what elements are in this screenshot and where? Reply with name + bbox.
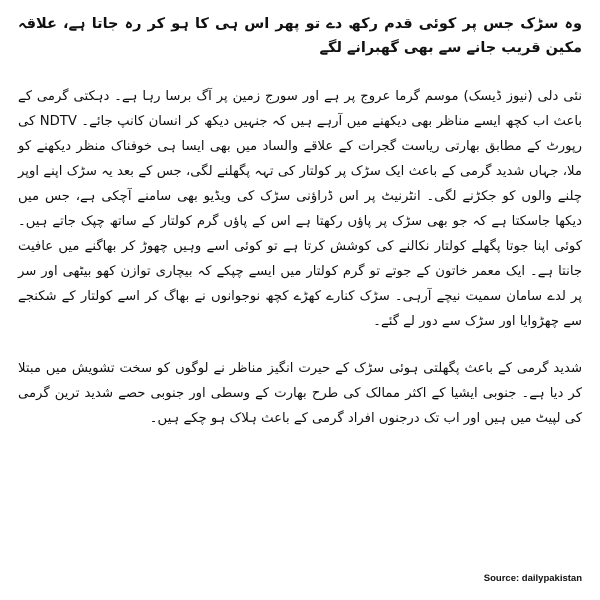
article-headline: وہ سڑک جس پر کوئی قدم رکھ دے تو پھر اس ہی کا ہو کر رہ جاتا ہے، علاقہ مکین قریب جانے سے بھی گھبرانے لگے (18, 16, 582, 56)
article (18, 12, 582, 453)
article-paragraph-1: نئی دلی (نیوز ڈیسک) موسم گرما عروج پر ہے اور سورج زمین پر آگ برسا رہا ہے۔ دہکتی گرمی کے باعث اب کچھ ایسے مناظر بھی دیکھنے میں آرہے ہیں کہ جنہیں دیکھ کر انسان کانپ جائے۔ NDTV کی رپورٹ کے مطابق بھارتی ریاست گجرات کے علاقے والساد میں بھی ایسا ہی خوفناک منظر دیکھنے کو ملا، جہاں شدید گرمی کے باعث ایک سڑک پر کولتار کی تہہ پگھلنے لگی، جس کے بعد یہ سڑک اپنے اوپر چلنے والوں کو جکڑنے لگی۔ انٹرنیٹ پر اس ڈراؤنی سڑک کی ویڈیو بھی سامنے آچکی ہے، جس میں دیکھا جاسکتا ہے کہ جو بھی سڑک پر پاؤں رکھتا ہے اس کے پاؤں گرم کولتار کے ساتھ چپک جاتے ہیں۔ کوئی اپنا جوتا پگھلے کولتار نکالنے کی کوشش کرتا ہے تو کوئی اسے وہیں چھوڑ کر بھاگنے میں عافیت جانتا ہے۔ ایک معمر خاتون کے جوتے تو گرم کولتار میں ایسے چپکے کہ بیچاری توازن کھو بیٹھی اور سر پر لدے سامان سمیت نیچے آرہی۔ سڑک کنارے کھڑے کچھ نوجوانوں نے بھاگ کر اسے کولتار کے شکنجے سے چھڑوایا اور سڑک سے دور لے گئے۔ (18, 89, 583, 329)
article-paragraph-2: شدید گرمی کے باعث پگھلتی ہوئی سڑک کے حیرت انگیز مناظر نے لوگوں کو سخت تشویش میں مبتلا کر دیا ہے۔ جنوبی ایشیا کے اکثر ممالک کی طرح بھارت کے وسطی اور جنوبی حصے شدید ترین گرمی کی لپیٹ میں ہیں اور اب تک درجنوں افراد گرمی کے باعث ہلاک ہو چکے ہیں۔ (18, 361, 582, 426)
source-credit: Source: dailypakistan (483, 573, 582, 584)
